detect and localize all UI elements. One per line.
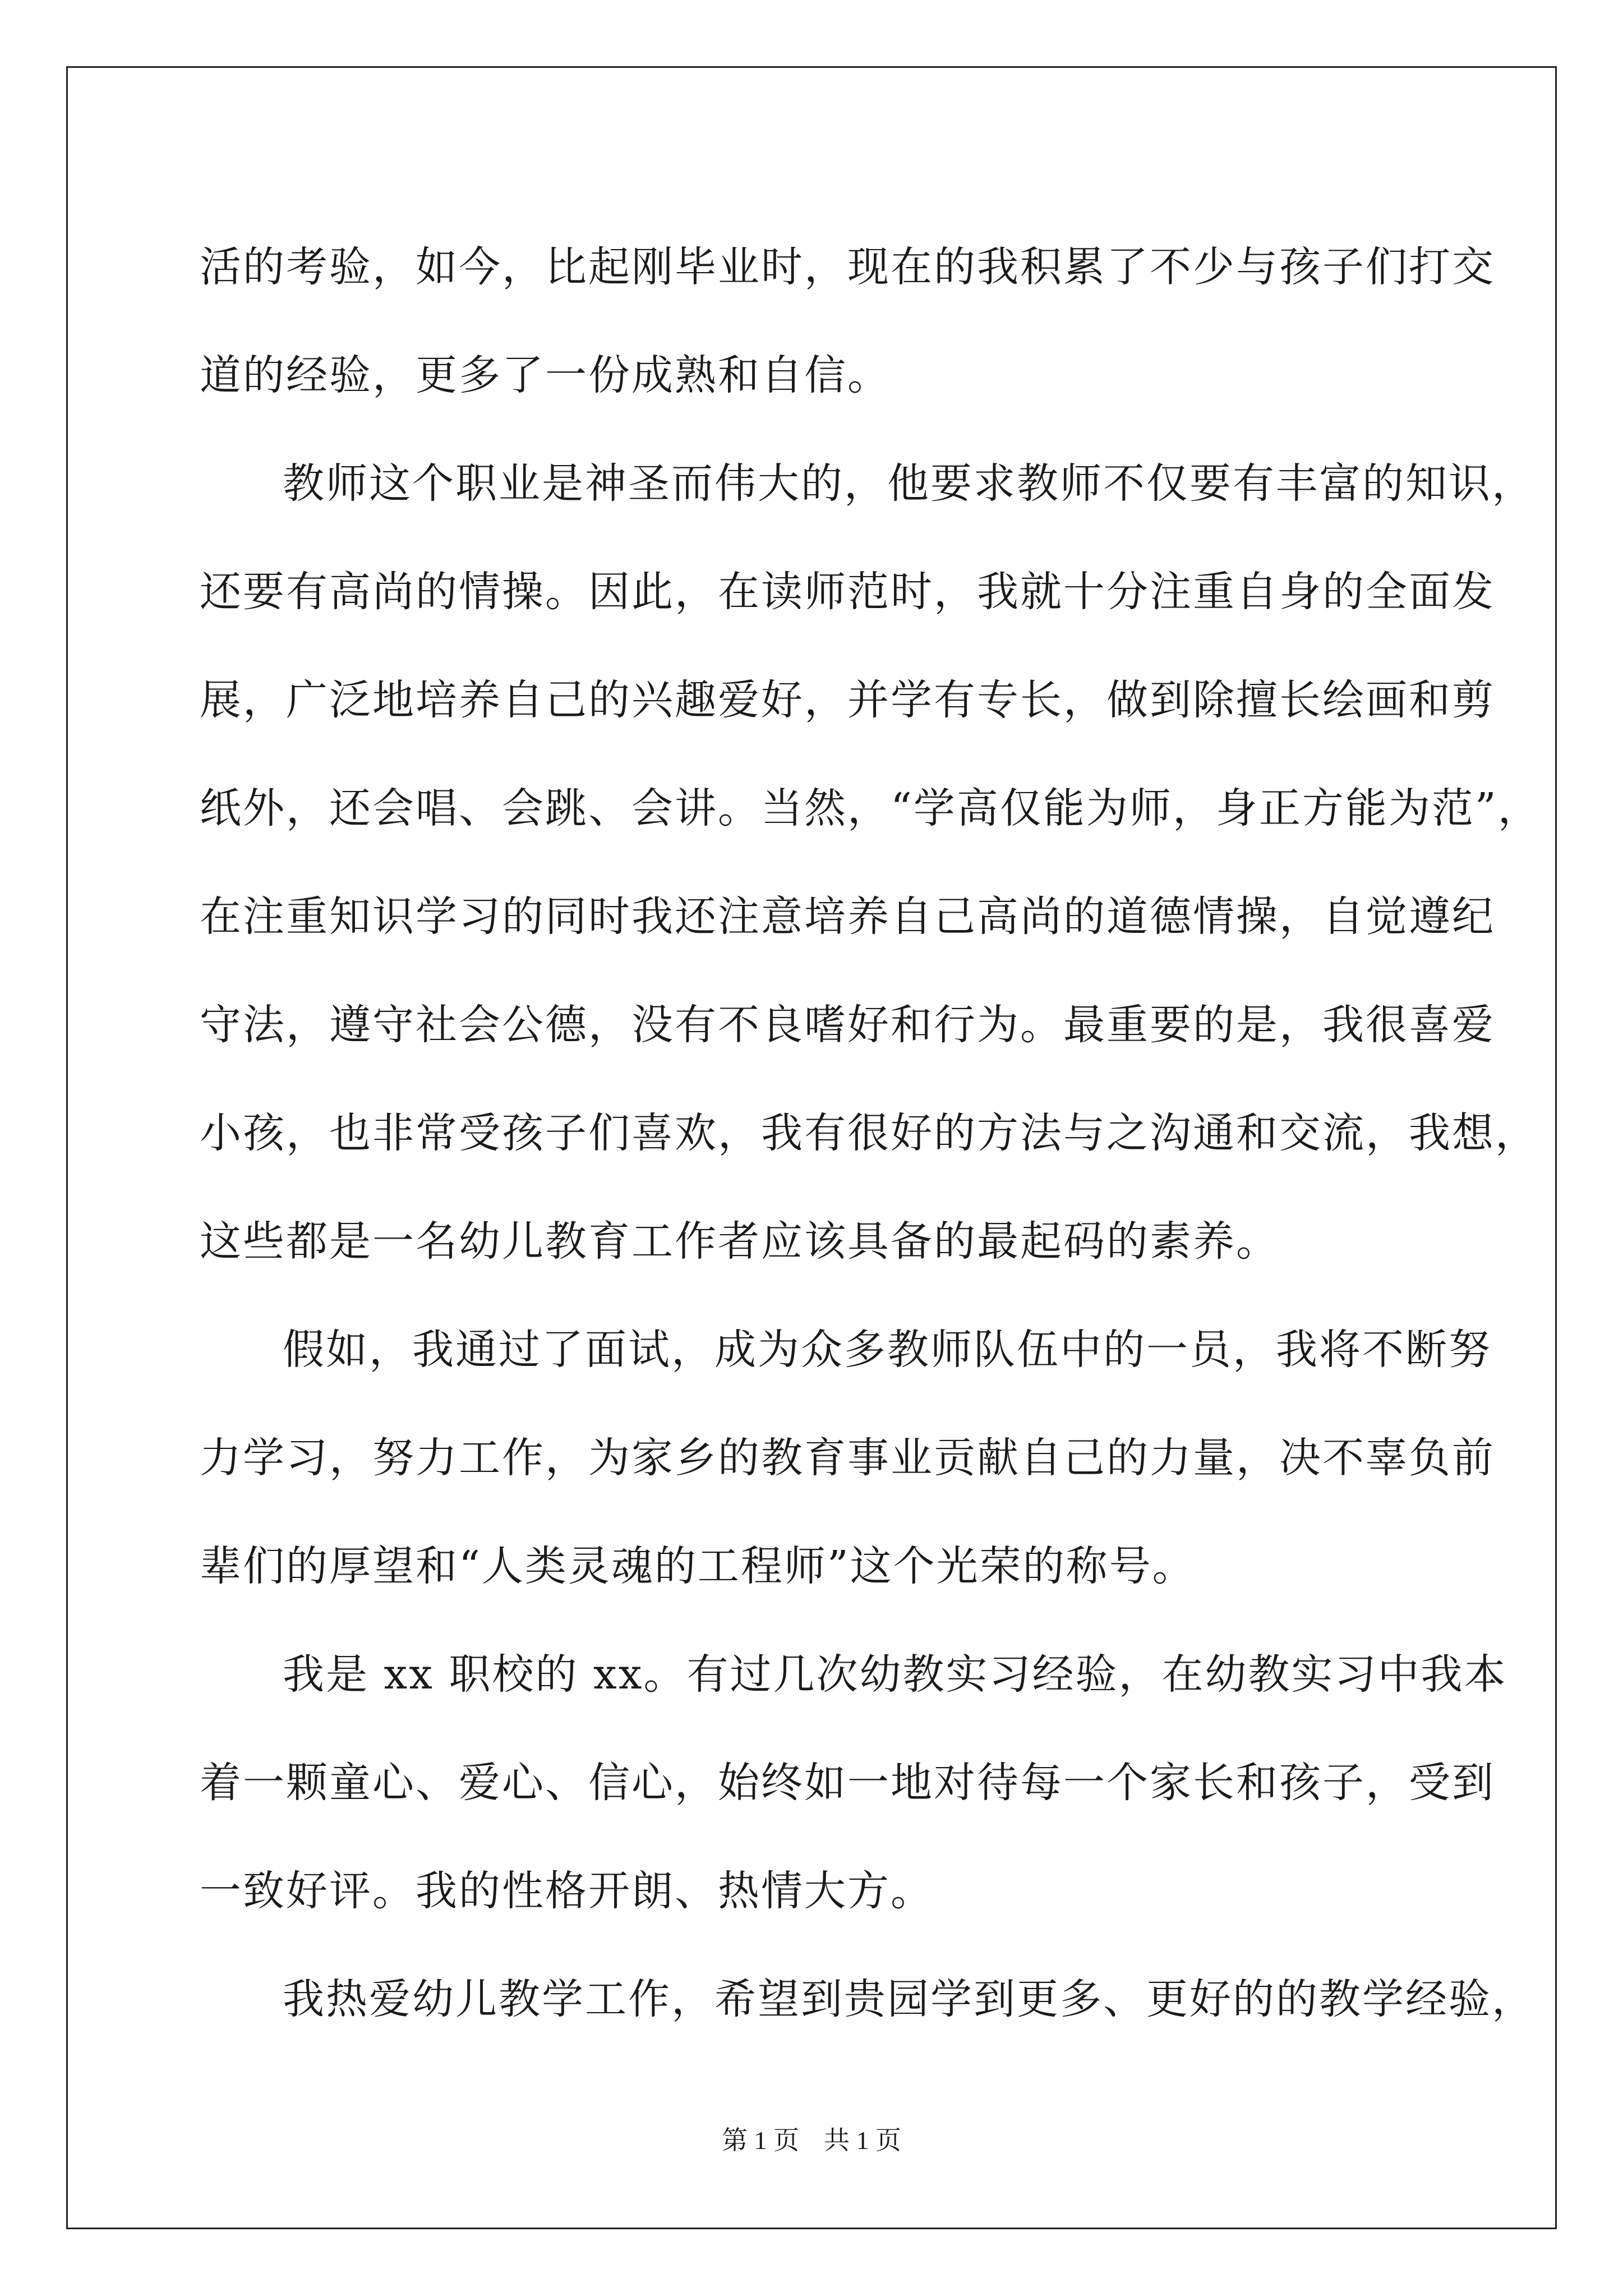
text-line: 守法，遵守社会公德，没有不良嗜好和行为。最重要的是，我很喜爱 (200, 1001, 1495, 1049)
text-line: 展，广泛地培养自己的兴趣爱好，并学有专长，做到除擅长绘画和剪 (200, 676, 1495, 724)
text-line: 在注重知识学习的同时我还注意培养自己高尚的道德情操，自觉遵纪 (200, 892, 1495, 941)
page-number: 第 1 页 (722, 2126, 799, 2155)
paragraph-start-line: 教师这个职业是神圣而伟大的，他要求教师不仅要有丰富的知识， (283, 459, 1535, 508)
paragraph-start-line: 假如，我通过了面试，成为众多教师队伍中的一员，我将不断努 (283, 1326, 1492, 1374)
paragraph-start-line: 我热爱幼儿教学工作，希望到贵园学到更多、更好的的教学经验， (283, 1975, 1535, 2023)
text-line: 还要有高尚的情操。因此，在读师范时，我就十分注重自身的全面发 (200, 568, 1495, 616)
text-line: 一致好评。我的性格开朗、热情大方。 (200, 1867, 934, 1915)
text-line: 活的考验，如今，比起刚毕业时，现在的我积累了不少与孩子们打交 (200, 243, 1495, 291)
text-line: 纸外，还会唱、会跳、会讲。当然，“学高仅能为师，身正方能为范”， (200, 784, 1541, 832)
text-line: 这些都是一名幼儿教育工作者应该具备的最起码的素养。 (200, 1217, 1279, 1266)
page-total: 共 1 页 (824, 2126, 901, 2155)
paragraph-start-line: 我是 xx 职校的 xx。有过几次幼教实习经验，在幼教实习中我本 (283, 1650, 1507, 1699)
text-line: 小孩，也非常受孩子们喜欢，我有很好的方法与之沟通和交流，我想， (200, 1109, 1538, 1157)
text-line: 力学习，努力工作，为家乡的教育事业贡献自己的力量，决不辜负前 (200, 1434, 1495, 1482)
document-body (200, 213, 1541, 2054)
text-line: 着一颗童心、爱心、信心，始终如一地对待每一个家长和孩子，受到 (200, 1759, 1495, 1807)
text-line: 道的经验，更多了一份成熟和自信。 (200, 351, 891, 399)
page-footer (0, 2124, 1623, 2157)
text-line: 辈们的厚望和“人类灵魂的工程师”这个光荣的称号。 (200, 1542, 1196, 1590)
